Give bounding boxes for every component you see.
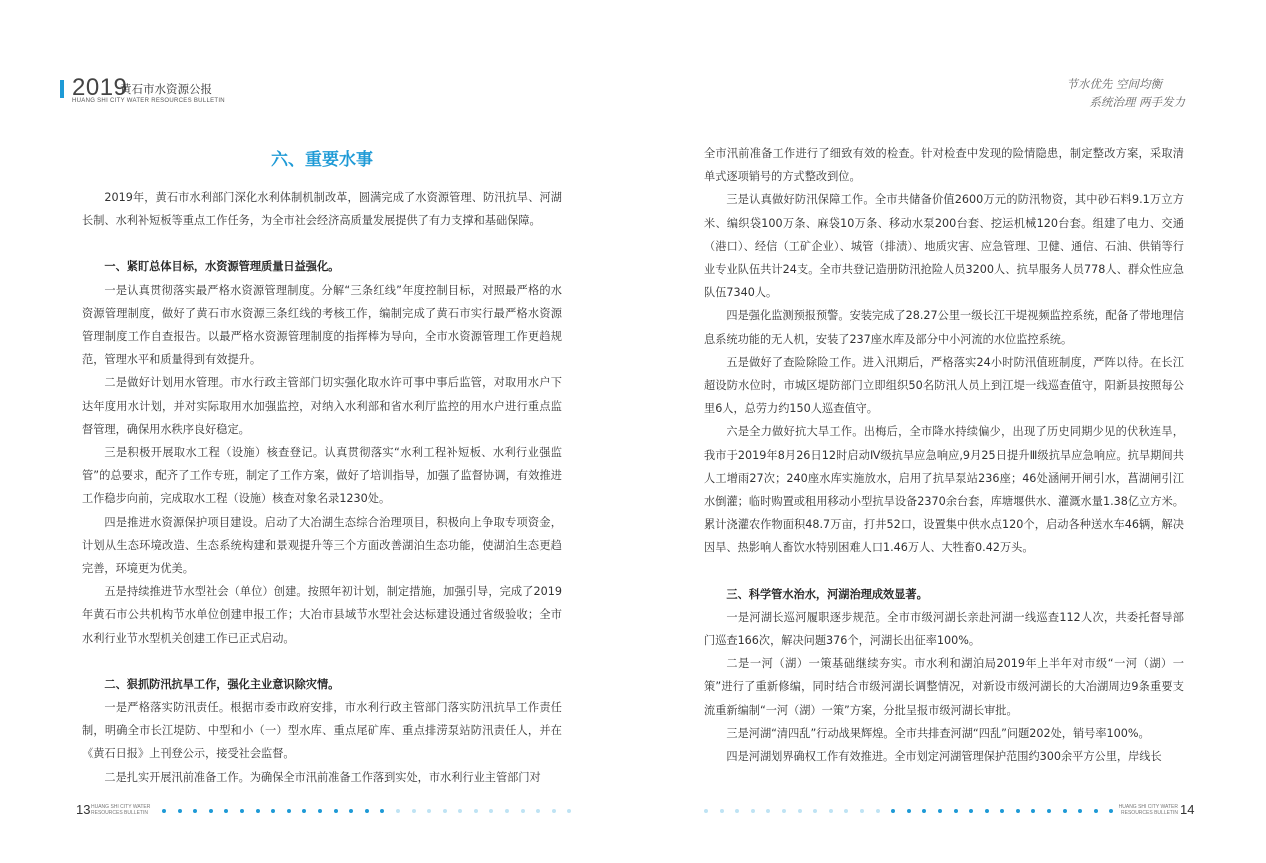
footer-dot bbox=[938, 809, 942, 813]
footer-dot bbox=[1016, 809, 1020, 813]
footer-dot bbox=[380, 809, 384, 813]
footer-dot bbox=[396, 809, 400, 813]
footer-dot bbox=[365, 809, 369, 813]
paragraph: 四是推进水资源保护项目建设。启动了大冶湖生态综合治理项目，积极向上争取专项资金，计划从生态环境改造、生态系统构建和景观提升等三个方面改善湖泊生态功能，使湖泊生态更趋完善，环境更为优美。 bbox=[82, 515, 562, 576]
footer-dot bbox=[922, 809, 926, 813]
bulletin-year: 2019 bbox=[72, 74, 128, 101]
subheading-3: 三、科学管水治水，河湖治理成效显著。 bbox=[726, 587, 928, 601]
footer-tag-left: HUANG SHI CITY WATER RESOURCES BULLETIN bbox=[91, 804, 151, 816]
footer-dot bbox=[1000, 809, 1004, 813]
footer-dot bbox=[162, 809, 166, 813]
footer-dot bbox=[969, 809, 973, 813]
paragraph: 四是强化监测预报预警。安装完成了28.27公里一级长江干堤视频监控系统，配备了带地理信息系统功能的无人机，安装了237座水库及部分中小河流的水位监控系统。 bbox=[704, 309, 1184, 346]
footer-dot bbox=[209, 809, 213, 813]
footer-dot bbox=[876, 809, 880, 813]
slogan-line-1: 节水优先 空间均衡 bbox=[1066, 77, 1162, 91]
paragraph: 二是扎实开展汛前准备工作。为确保全市汛前准备工作落到实处，市水利行业主管部门对 bbox=[104, 770, 541, 784]
paragraph: 三是河湖“清四乱”行动战果辉煌。全市共排查河湖“四乱”问题202处，销号率100%。 bbox=[726, 726, 1150, 740]
footer-dot bbox=[704, 809, 708, 813]
footer-dot bbox=[271, 809, 275, 813]
paragraph: 一是严格落实防汛责任。根据市委市政府安排，市水利行政主管部门落实防汛抗旱工作责任制，明确全市长江堤防、中型和小（一）型水库、重点尾矿库、重点排涝泵站防汛责任人，并在《黄石日报》上刊登公示，接受社会监督。 bbox=[82, 701, 562, 761]
paragraph: 二是做好计划用水管理。市水行政主管部门切实强化取水许可事中事后监管，对取用水户下达年度用水计划，并对实际取用水加强监控，对纳入水利部和省水利厅监控的用水户进行重点监督管理，确保用水秩序良好稳定。 bbox=[82, 376, 562, 436]
footer-dot bbox=[412, 809, 416, 813]
paragraph: 五是持续推进节水型社会（单位）创建。按照年初计划，制定措施，加强引导，完成了2019年黄石市公共机构节水单位创建申报工作；大冶市县域节水型社会达标建设通过省级验收；全市水利行业节水型机关创建工作已正式启动。 bbox=[82, 585, 562, 645]
footer-dot bbox=[552, 809, 556, 813]
footer-dot bbox=[318, 809, 322, 813]
footer-dot bbox=[334, 809, 338, 813]
footer-dot bbox=[1047, 809, 1051, 813]
footer-dot bbox=[224, 809, 228, 813]
paragraph: 二是一河（湖）一策基础继续夯实。市水利和湖泊局2019年上半年对市级“一河（湖）一策”进行了重新修编，同时结合市级河湖长调整情况，对新设市级河湖长的大冶湖周边9条重要支流重新编制“一河（湖）一策”方案，分批呈报市级河湖长审批。 bbox=[704, 657, 1184, 717]
footer-dot bbox=[860, 809, 864, 813]
footer-dot bbox=[521, 809, 525, 813]
footer-dot bbox=[458, 809, 462, 813]
footer-dot bbox=[1063, 809, 1067, 813]
footer-dot bbox=[349, 809, 353, 813]
footer-dot bbox=[193, 809, 197, 813]
footer-tag-right: HUANG SHI CITY WATER RESOURCES BULLETIN bbox=[1118, 804, 1178, 816]
footer-dot bbox=[1031, 809, 1035, 813]
footer-dot bbox=[829, 809, 833, 813]
bulletin-subtitle: HUANG SHI CITY WATER RESOURCES BULLETIN bbox=[72, 98, 225, 104]
footer-dot bbox=[844, 809, 848, 813]
paragraph: 六是全力做好抗大旱工作。出梅后，全市降水持续偏少，出现了历史同期少见的伏秋连旱，我市于2019年8月26日12时启动Ⅳ级抗旱应急响应,9月25日提升Ⅲ级抗旱应急响应。抗旱期间共人工增雨27次；240座水库实施放水，启用了抗旱泵站236座；46处涵闸开闸引水，菖湖闸引江水倒灌；临时购置或租用移动小型抗旱设备2370余台套，库塘堰供水、灌溉水量1.38亿立方米。累计浇灌农作物面积48.7万亩，打井52口，设置集中供水点120个，启动各种送水车46辆，解决因旱、热影响人畜饮水特别困难人口1.46万人、大牲畜0.42万头。 bbox=[704, 425, 1184, 555]
slogan-line-2: 系统治理 两手发力 bbox=[1089, 95, 1185, 109]
section-title: 六、重要水事 bbox=[271, 150, 373, 170]
header-accent-bar bbox=[60, 80, 64, 98]
paragraph: 三是认真做好防汛保障工作。全市共储备价值2600万元的防汛物资，其中砂石料9.1万立方米、编织袋100万条、麻袋10万条、移动水泵200台套、挖运机械120台套。组建了电力、交通（港口）、经信（工矿企业）、城管（排渍）、地质灾害、应急管理、卫健、通信、石油、供销等行业专业队伍共计24支。全市共登记造册防汛抢险人员3200人、抗旱服务人员778人、群众性应急队伍7340人。 bbox=[704, 193, 1184, 300]
right-page-column bbox=[704, 142, 1184, 768]
footer-dot bbox=[985, 809, 989, 813]
paragraph: 五是做好了查险除险工作。进入汛期后，严格落实24小时防汛值班制度，严阵以待。在长江超设防水位时，市城区堤防部门立即组织50名防汛人员上到江堤一线巡查值守，阳新县按照每公里6人，总劳力约150人巡查值守。 bbox=[704, 355, 1184, 416]
footer-dot bbox=[907, 809, 911, 813]
footer-dot bbox=[720, 809, 724, 813]
footer-dot bbox=[1078, 809, 1082, 813]
bulletin-title: 黄石市水资源公报 bbox=[120, 82, 212, 96]
footer-dot bbox=[798, 809, 802, 813]
footer-dot bbox=[302, 809, 306, 813]
footer-dot bbox=[735, 809, 739, 813]
paragraph: 三是积极开展取水工程（设施）核查登记。认真贯彻落实“水利工程补短板、水利行业强监管”的总要求，配齐了工作专班，制定了工作方案，做好了培训指导，加强了监督协调，有效推进工作稳步向前，完成取水工程（设施）核查对象名录1230处。 bbox=[82, 446, 562, 506]
footer-dot bbox=[240, 809, 244, 813]
footer-dot bbox=[1109, 809, 1113, 813]
footer-dot bbox=[178, 809, 182, 813]
intro-paragraph: 2019年，黄石市水利部门深化水利体制机制改革，圆满完成了水资源管理、防汛抗旱、河湖长制、水利补短板等重点工作任务，为全市社会经济高质量发展提供了有力支撑和基础保障。 bbox=[82, 191, 562, 228]
footer-dot bbox=[505, 809, 509, 813]
footer-dot bbox=[1094, 809, 1098, 813]
footer-dot bbox=[954, 809, 958, 813]
footer-dot bbox=[256, 809, 260, 813]
footer-dot bbox=[567, 809, 571, 813]
footer-dots-left bbox=[162, 807, 571, 815]
footer-dots-right bbox=[704, 807, 1113, 815]
page-number-left: 13 bbox=[76, 802, 91, 817]
paragraph: 一是河湖长巡河履职逐步规范。全市市级河湖长亲赴河湖一线巡查112人次，共委托督导部门巡查166次，解决问题376个，河湖长出征率100%。 bbox=[704, 610, 1184, 648]
footer-dot bbox=[891, 809, 895, 813]
paragraph: 一是认真贯彻落实最严格水资源管理制度。分解“三条红线”年度控制目标，对照最严格的水资源管理制度，做好了黄石市水资源三条红线的考核工作，编制完成了黄石市实行最严格水资源管理制度工作自查报告。以最严格水资源管理制度的指挥棒为导向，全市水资源管理工作更趋规范，管理水平和质量得到有效提升。 bbox=[82, 283, 562, 367]
footer-dot bbox=[287, 809, 291, 813]
paragraph: 四是河湖划界确权工作有效推进。全市划定河湖管理保护范围约300余平方公里，岸线长 bbox=[726, 750, 1162, 764]
footer-dot bbox=[813, 809, 817, 813]
page-number-right: 14 bbox=[1180, 802, 1195, 817]
footer-dot bbox=[782, 809, 786, 813]
subheading-1: 一、紧盯总体目标，水资源管理质量日益强化。 bbox=[104, 260, 340, 274]
footer-dot bbox=[536, 809, 540, 813]
paragraph: 全市汛前准备工作进行了细致有效的检查。针对检查中发现的险情隐患，制定整改方案，采取清单式逐项销号的方式整改到位。 bbox=[704, 147, 1184, 184]
subheading-2: 二、狠抓防汛抗旱工作，强化主业意识除灾情。 bbox=[104, 677, 340, 691]
footer-dot bbox=[443, 809, 447, 813]
footer-dot bbox=[427, 809, 431, 813]
footer-dot bbox=[474, 809, 478, 813]
footer-dot bbox=[751, 809, 755, 813]
left-page-column bbox=[82, 142, 562, 789]
footer-dot bbox=[766, 809, 770, 813]
footer-dot bbox=[489, 809, 493, 813]
